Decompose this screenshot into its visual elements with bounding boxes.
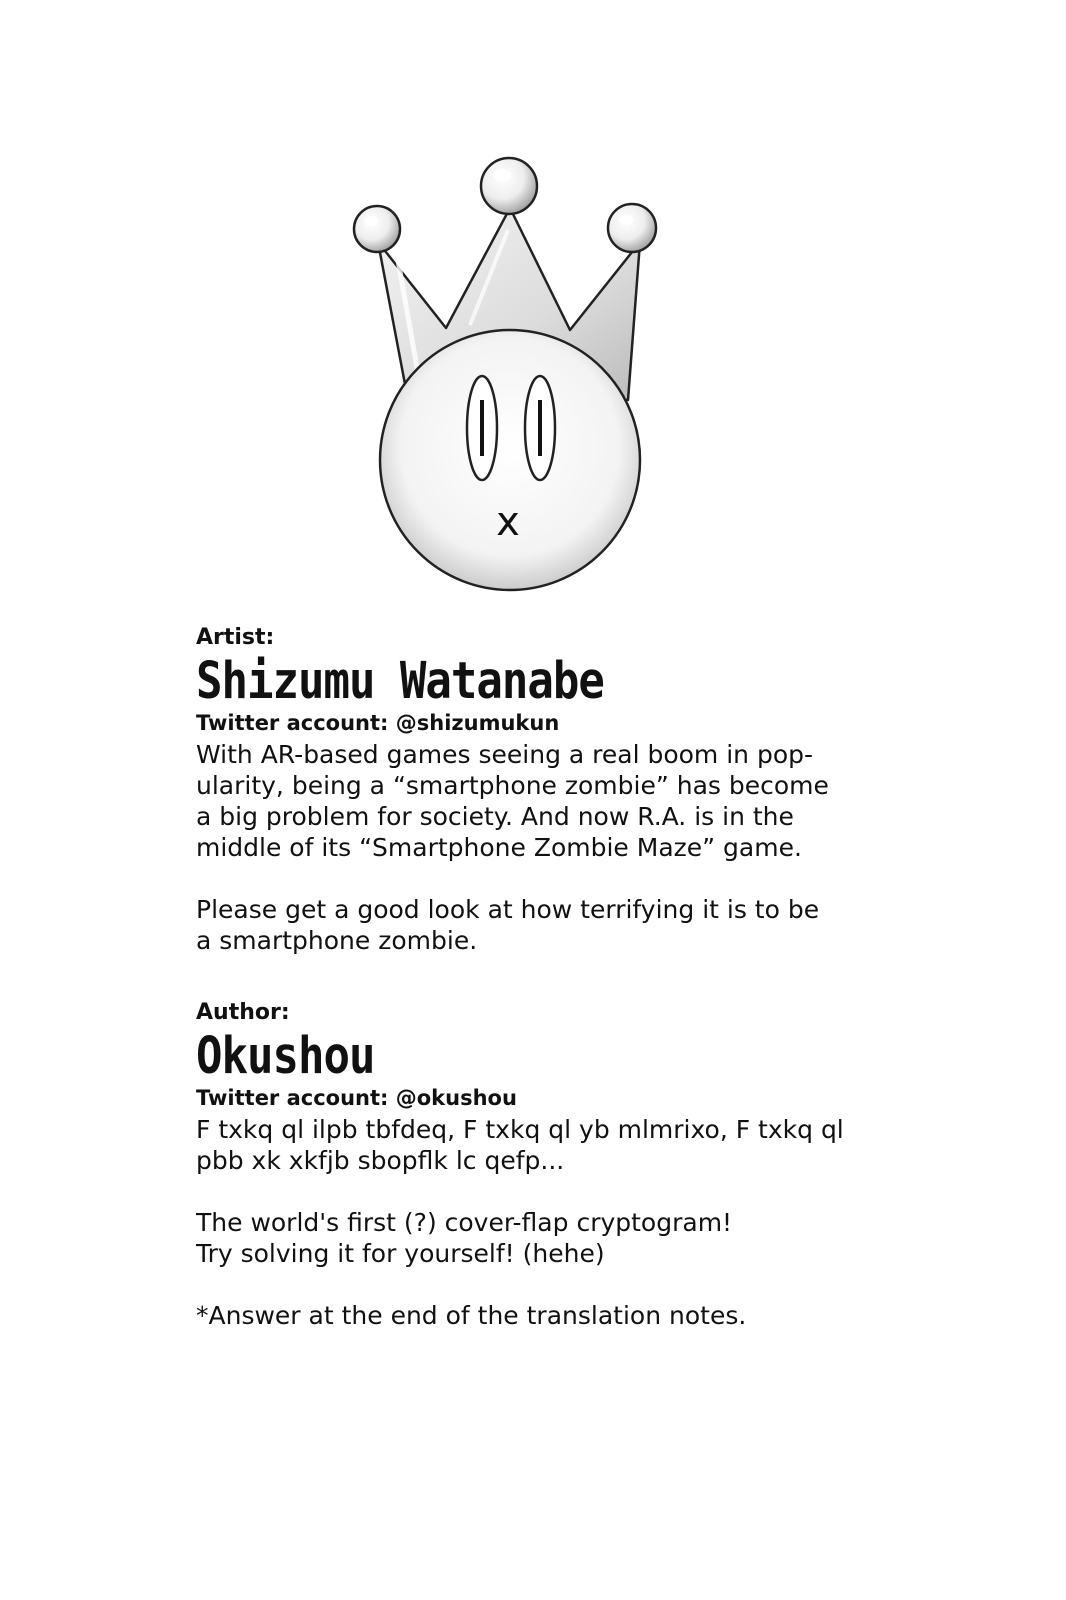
mascot-mouth: x — [496, 499, 520, 545]
artist-role-label: Artist: — [196, 625, 275, 650]
crown-ball-left — [354, 206, 400, 252]
author-note-2: *Answer at the end of the translation notes. — [196, 1301, 747, 1330]
crown-ball-right — [608, 204, 656, 252]
crown-mascot-icon — [340, 150, 680, 600]
artist-twitter: Twitter account: @shizumukun — [196, 711, 560, 735]
author-cryptogram: F txkq ql ilpb tbfdeq, F txkq ql yb mlmrixo, F txkq ql pbb xk xkfjb sbopflk lc qefp... — [196, 1115, 844, 1175]
author-section — [196, 1000, 876, 1331]
author-role-label: Author: — [196, 1000, 290, 1025]
author-name: Okushou — [196, 1026, 375, 1086]
artist-paragraph-2: Please get a good look at how terrifying it is to be a smartphone zombie. — [196, 895, 820, 955]
crown-ball-center — [481, 158, 537, 214]
artist-paragraph-1: With AR-based games seeing a real boom in pop- ularity, being a “smartphone zombie” has become a big problem for society. And now R.A. is in the middle of its “Smartphone Zombie Maze” game. — [196, 740, 829, 862]
author-twitter: Twitter account: @okushou — [196, 1086, 517, 1110]
author-note-1: The world's first (?) cover-flap cryptogram! Try solving it for yourself! (hehe) — [196, 1208, 733, 1268]
artist-section — [196, 625, 876, 956]
artist-name: Shizumu Watanabe — [196, 651, 604, 711]
mascot-head — [380, 330, 640, 590]
